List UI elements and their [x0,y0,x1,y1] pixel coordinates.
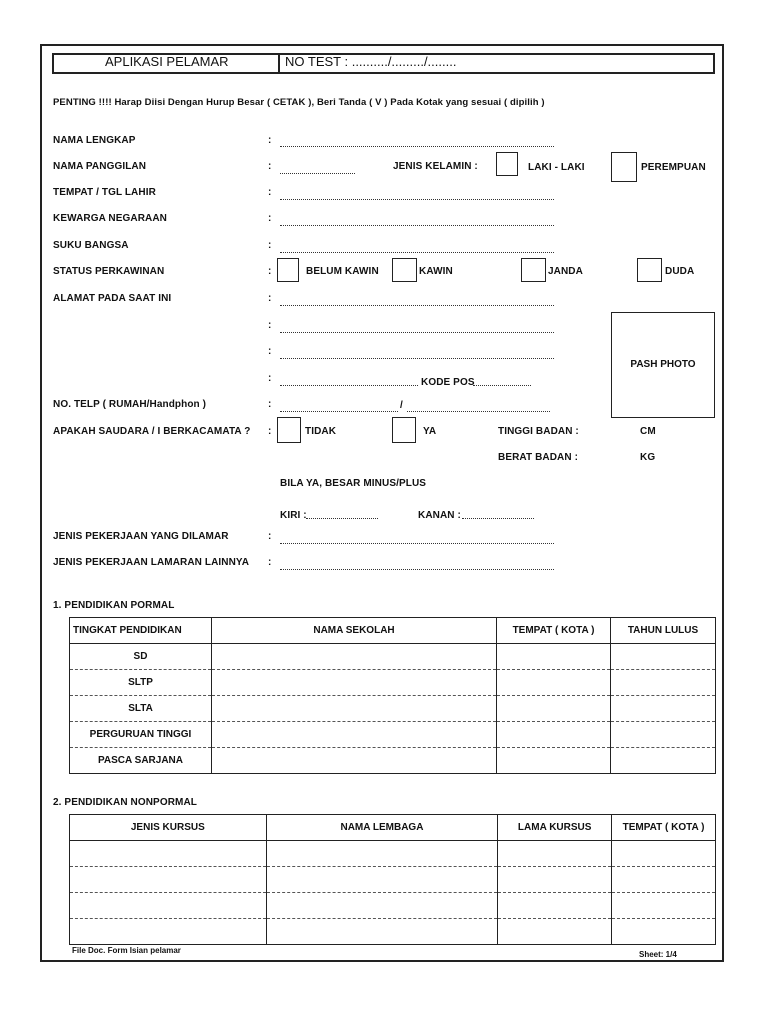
colon: : [268,135,272,146]
table-row [70,748,716,774]
checkbox-belum-kawin[interactable] [277,258,299,282]
table-row [70,919,716,945]
colon: : [268,426,272,437]
cell-input[interactable] [266,841,498,867]
colon: : [268,320,272,331]
table-row [70,696,716,722]
section-pendidikan-formal: 1. PENDIDIKAN PORMAL [53,600,175,611]
cell-input[interactable] [611,748,716,774]
header-tingkat: TINGKAT PENDIDIKAN [70,618,212,644]
cell-input[interactable] [498,867,612,893]
table-row [70,644,716,670]
checkbox-perempuan[interactable] [611,152,637,182]
cell-input[interactable] [212,670,497,696]
label-jenis-pekerjaan: JENIS PEKERJAAN YANG DILAMAR [53,531,229,542]
label-jenis-kelamin: JENIS KELAMIN : [393,161,478,172]
table-pendidikan-nonformal [69,814,716,945]
label-berkacamata: APAKAH SAUDARA / I BERKACAMATA ? [53,426,251,437]
cell-input[interactable] [70,893,267,919]
row-label: PASCA SARJANA [70,748,212,774]
table-header-row [70,815,716,841]
alamat-input-4[interactable] [280,385,418,386]
header-nama-lembaga: NAMA LEMBAGA [266,815,498,841]
row-label: SLTP [70,670,212,696]
colon: : [268,240,272,251]
colon: : [268,187,272,198]
colon: : [268,531,272,542]
no-test-field[interactable]: NO TEST : ........../........./........ [285,54,457,69]
row-label: PERGURUAN TINGGI [70,722,212,748]
header-tempat: TEMPAT ( KOTA ) [497,618,611,644]
cell-input[interactable] [497,748,611,774]
cell-input[interactable] [212,696,497,722]
table-row [70,867,716,893]
cell-input[interactable] [612,919,716,945]
label-belum-kawin: BELUM KAWIN [306,266,379,277]
table-pendidikan-formal [69,617,716,774]
label-suku-bangsa: SUKU BANGSA [53,240,129,251]
cell-input[interactable] [611,722,716,748]
checkbox-ya[interactable] [392,417,416,443]
table-row [70,893,716,919]
row-label: SD [70,644,212,670]
cell-input[interactable] [497,722,611,748]
cell-input[interactable] [70,919,267,945]
label-tempat-tgl-lahir: TEMPAT / TGL LAHIR [53,187,156,198]
kanan-input[interactable] [462,518,534,519]
label-berat-badan: BERAT BADAN : [498,452,578,463]
alamat-input-3[interactable] [280,358,554,359]
header-jenis-kursus: JENIS KURSUS [70,815,267,841]
unit-cm: CM [640,426,656,437]
checkbox-kawin[interactable] [392,258,417,282]
label-jenis-pekerjaan-lain: JENIS PEKERJAAN LAMARAN LAINNYA [53,557,250,568]
cell-input[interactable] [611,644,716,670]
label-duda: DUDA [665,266,695,277]
kewarganegaraan-input[interactable] [280,225,554,226]
table-row [70,722,716,748]
label-laki-laki: LAKI - LAKI [528,162,585,173]
header-lama-kursus: LAMA KURSUS [498,815,612,841]
label-janda: JANDA [548,266,583,277]
checkbox-laki-laki[interactable] [496,152,518,176]
alamat-input-2[interactable] [280,332,554,333]
footer-sheet: Sheet: 1/4 [639,950,677,959]
label-kawin: KAWIN [419,266,453,277]
header-divider [278,53,280,74]
label-kiri: KIRI : [280,510,307,521]
colon: : [268,161,272,172]
cell-input[interactable] [266,867,498,893]
nama-panggilan-input[interactable] [280,173,355,174]
label-minus-plus: BILA YA, BESAR MINUS/PLUS [280,478,427,489]
cell-input[interactable] [498,893,612,919]
label-kode-pos: KODE POS [421,377,475,388]
cell-input[interactable] [612,867,716,893]
cell-input[interactable] [497,696,611,722]
form-title: APLIKASI PELAMAR [105,54,229,69]
cell-input[interactable] [498,919,612,945]
cell-input[interactable] [212,748,497,774]
label-status-perkawinan: STATUS PERKAWINAN [53,266,165,277]
jenis-pekerjaan-lain-input[interactable] [280,569,554,570]
label-kewarganegaraan: KEWARGA NEGARAAN [53,213,168,224]
cell-input[interactable] [266,893,498,919]
table-row [70,670,716,696]
label-nama-panggilan: NAMA PANGGILAN [53,161,147,172]
cell-input[interactable] [498,841,612,867]
tempat-tgl-lahir-input[interactable] [280,199,554,200]
label-perempuan: PEREMPUAN [641,162,706,173]
cell-input[interactable] [497,644,611,670]
section-pendidikan-nonformal: 2. PENDIDIKAN NONPORMAL [53,797,197,808]
checkbox-tidak[interactable] [277,417,301,443]
instruction-text: PENTING !!!! Harap Diisi Dengan Hurup Besar ( CETAK ), Beri Tanda ( V ) Pada Kotak yang sesuai ( dipilih ) [53,97,545,108]
cell-input[interactable] [611,670,716,696]
colon: : [268,346,272,357]
cell-input[interactable] [612,893,716,919]
colon: : [268,266,272,277]
kode-pos-input[interactable] [473,385,531,386]
table-header-row [70,618,716,644]
suku-bangsa-input[interactable] [280,252,554,253]
label-tidak: TIDAK [305,426,337,437]
checkbox-duda[interactable] [637,258,662,282]
cell-input[interactable] [266,919,498,945]
table-row [70,841,716,867]
jenis-pekerjaan-input[interactable] [280,543,554,544]
nama-lengkap-input[interactable] [280,146,554,147]
unit-kg: KG [640,452,656,463]
header-tahun-lulus: TAHUN LULUS [611,618,716,644]
photo-label: PASH PHOTO [630,359,696,370]
cell-input[interactable] [70,867,267,893]
colon: : [268,213,272,224]
colon: : [268,557,272,568]
telp-rumah-input[interactable] [280,411,398,412]
header-nama-sekolah: NAMA SEKOLAH [212,618,497,644]
label-tinggi-badan: TINGGI BADAN : [498,426,579,437]
label-no-telp: NO. TELP ( RUMAH/Handphon ) [53,399,207,410]
cell-input[interactable] [497,670,611,696]
label-ya: YA [423,426,437,437]
cell-input[interactable] [612,841,716,867]
footer-file-doc: File Doc. Form Isian pelamar [72,946,181,955]
photo-box[interactable] [611,312,715,418]
colon: : [268,373,272,384]
header-tempat-kota: TEMPAT ( KOTA ) [612,815,716,841]
kiri-input[interactable] [306,518,378,519]
label-nama-lengkap: NAMA LENGKAP [53,135,136,146]
telp-hp-input[interactable] [407,411,550,412]
checkbox-janda[interactable] [521,258,546,282]
label-alamat: ALAMAT PADA SAAT INI [53,293,172,304]
alamat-input-1[interactable] [280,305,554,306]
cell-input[interactable] [611,696,716,722]
cell-input[interactable] [70,841,267,867]
cell-input[interactable] [212,722,497,748]
telp-separator: / [400,400,403,411]
cell-input[interactable] [212,644,497,670]
colon: : [268,293,272,304]
row-label: SLTA [70,696,212,722]
label-kanan: KANAN : [418,510,461,521]
colon: : [268,399,272,410]
